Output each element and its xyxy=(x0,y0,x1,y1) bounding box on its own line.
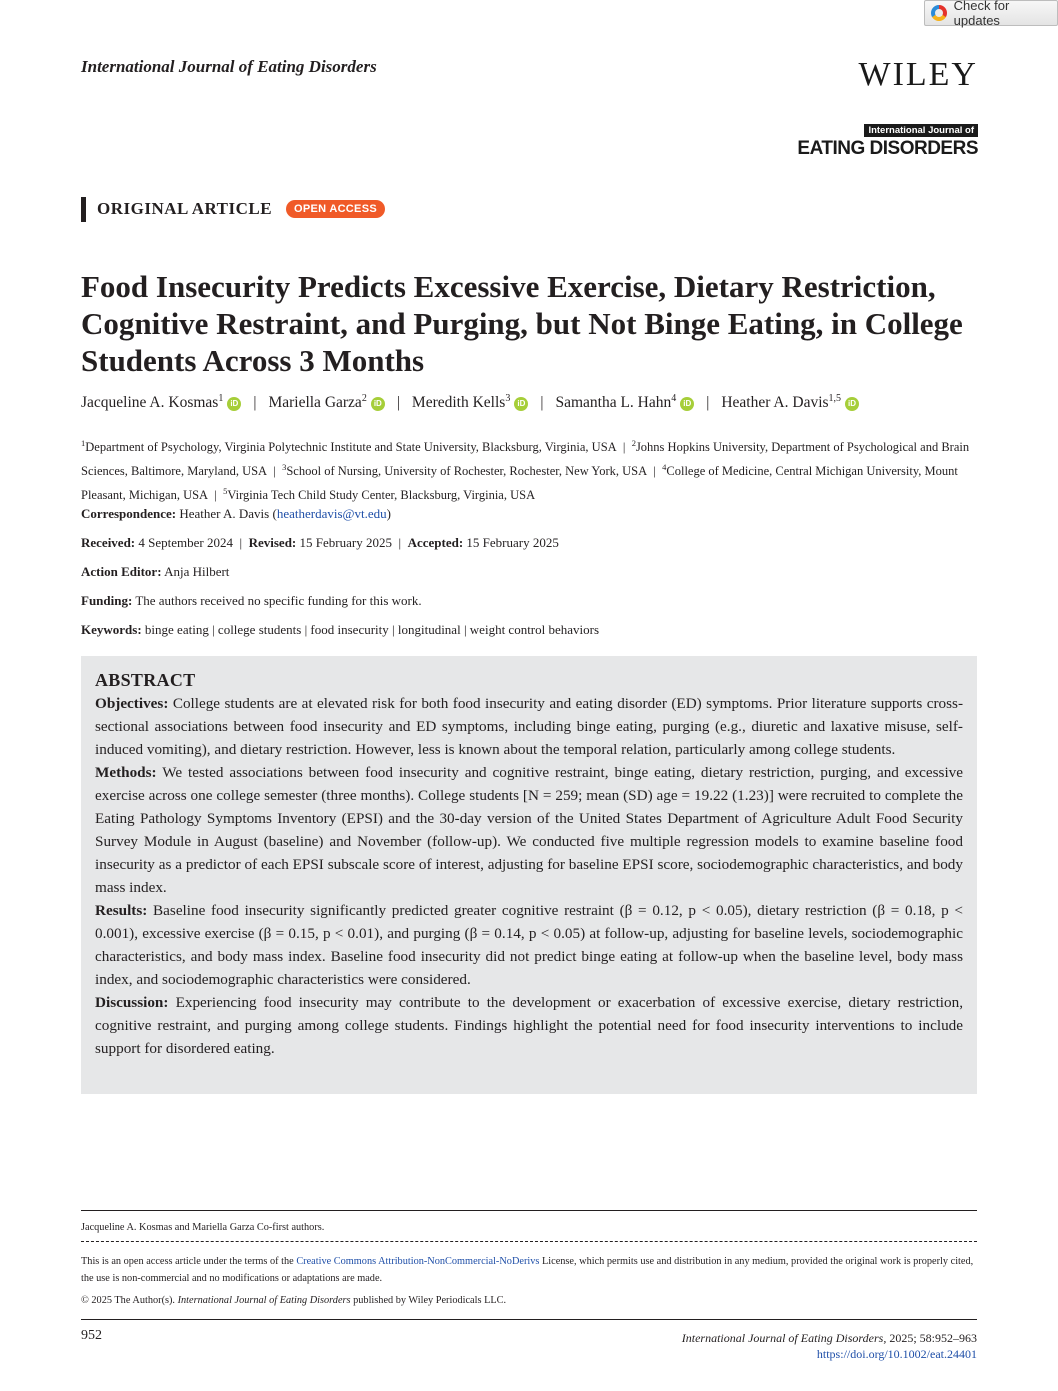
orcid-icon[interactable]: iD xyxy=(680,397,694,411)
orcid-icon[interactable]: iD xyxy=(227,397,241,411)
orcid-icon[interactable]: iD xyxy=(514,397,528,411)
copyright-journal: International Journal of Eating Disorders xyxy=(177,1295,351,1306)
editor-name: Anja Hilbert xyxy=(164,564,230,579)
received-date: 4 September 2024 xyxy=(138,535,233,550)
author-affil-sup: 3 xyxy=(505,393,511,404)
action-editor xyxy=(81,564,229,580)
objectives-label: Objectives: xyxy=(95,695,169,712)
publisher-logo: WILEY xyxy=(858,56,978,93)
author-separator: | xyxy=(706,394,710,412)
author-name[interactable]: Samantha L. Hahn xyxy=(555,394,672,412)
objectives-text: College students are at elevated risk for both food insecurity and eating disorder (ED) symptoms. Prior literature supports cross-sectional associations between food insecurity and ED symptoms, including binge eating, purging (e.g., diuretic and laxative misuse, self-induced vomiting), and dietary restriction. However, less is known about the temporal relation, particularly among college students. xyxy=(95,695,964,758)
author-affil-sup: 2 xyxy=(361,393,367,404)
affiliations: $^1$Department of Psychology, Virginia Polytechnic Institute and State University, Blacksburg, Virginia, USA | $^2$Johns Hopkins University, Department of Psychological and Brain Sciences, Baltimore, Maryland, USA | $^3$School of Nursing, University of Rochester, Rochester, New York, USA | $^4$College of Medicine, Central Michigan University, Mount Pleasant, Michigan, USA | $^5$Virginia Tech Child Study Center, Blacksburg, Virginia, USA xyxy=(81,438,970,503)
affil-sup: 1 xyxy=(81,438,86,448)
orcid-icon[interactable]: iD xyxy=(845,397,859,411)
methods-text: We tested associations between food insecurity and cognitive restraint, binge eating, dietary restriction, purging, and excessive exercise across one college semester (three months). College students [N = 259; mean (SD) age = 19.22 (1.23)] were recruited to complete the Eating Pathology Symptoms Inventory (EPSI) and the 30-day version of the United States Department of Agriculture Adult Food Security Survey Module in August (baseline) and November (follow-up). We conducted five multiple regression models to examine baseline food insecurity as a predictor of each EPSI subscale score of interest, adjusting for baseline EPSI score, sociodemographic characteristics, and body mass index. xyxy=(95,764,963,896)
cofirst-note: Jacqueline A. Kosmas and Mariella Garza Co-first authors. xyxy=(81,1222,325,1233)
funding-text: The authors received no specific funding for this work. xyxy=(135,593,422,608)
revised-date: 15 February 2025 xyxy=(299,535,392,550)
abstract-box xyxy=(81,656,977,1094)
author-separator: | xyxy=(396,394,400,412)
correspondence: Correspondence: Heather A. Davis (heatherdavis@vt.edu) xyxy=(81,506,391,521)
author-name[interactable]: Meredith Kells xyxy=(411,394,506,412)
crossmark-icon xyxy=(931,5,947,21)
page-rule xyxy=(81,1319,977,1320)
correspondence-email-link[interactable]: heatherdavis@vt.edu xyxy=(276,506,387,521)
open-access-badge: OPEN ACCESS xyxy=(286,200,385,218)
results-label: Results: xyxy=(95,902,148,919)
affil-text: School of Nursing, University of Rochester, Rochester, New York, USA xyxy=(286,464,648,479)
accepted-label: Accepted: xyxy=(407,535,464,550)
author-name[interactable]: Heather A. Davis xyxy=(721,394,829,412)
author-separator: | xyxy=(540,394,544,412)
journal-logo-small: International Journal of xyxy=(864,124,978,137)
affil-sup: 3 xyxy=(282,462,287,473)
doi-link[interactable]: https://doi.org/10.1002/eat.24401 xyxy=(816,1347,977,1361)
revised-label: Revised: xyxy=(248,535,297,550)
page-number: 952 xyxy=(81,1328,102,1343)
correspondence-name: Heather A. Davis xyxy=(179,506,270,521)
results-text: Baseline food insecurity significantly predicted greater cognitive restraint (β = 0.12, p < 0.05), dietary restriction (β = 0.18, p < 0.001), excessive exercise (β = 0.15, p < 0.01), and purging (β = 0.14, p < 0.05) at follow-up, adjusting for baseline levels, sociodemographic characteristics, and body mass index. Baseline food insecurity did not predict binge eating at follow-up when the baseline level, body mass index, and sociodemographic characteristics were considered. xyxy=(95,902,963,988)
affil-sup: 5 xyxy=(223,486,228,497)
orcid-icon[interactable]: iD xyxy=(371,397,385,411)
license-rule xyxy=(81,1241,977,1242)
copyright-pre: © 2025 The Author(s). xyxy=(81,1295,178,1306)
abstract-results xyxy=(95,899,963,991)
footnote-rule xyxy=(81,1210,977,1211)
article-title: Food Insecurity Predicts Excessive Exercise, Dietary Restriction, Cognitive Restraint, and Purging, but Not Binge Eating, in College Students Across 3 Months xyxy=(81,269,963,378)
affil-text: Johns Hopkins University, Department of Psychological and Brain Sciences, Baltimore, Maryland, USA xyxy=(81,440,970,479)
abstract-objectives xyxy=(95,692,963,761)
keywords-text: binge eating | college students | food insecurity | longitudinal | weight control behaviors xyxy=(144,622,600,637)
license-pre: This is an open access article under the terms of the xyxy=(81,1256,297,1267)
methods-label: Methods: xyxy=(95,764,157,781)
affil-text: Department of Psychology, Virginia Polytechnic Institute and State University, Blacksburg, Virginia, USA xyxy=(85,440,617,455)
author-separator: | xyxy=(253,394,257,412)
license-post: License, which permits use and distribution in any medium, provided the original work is properly cited, the use is non-commercial and no modifications or adaptations are made. xyxy=(81,1256,974,1284)
discussion-label: Discussion: xyxy=(95,994,169,1011)
affil-sup: 4 xyxy=(662,462,667,473)
author-name[interactable]: Mariella Garza xyxy=(268,394,362,412)
funding-label: Funding: xyxy=(81,593,133,608)
author-affil-sup: 1 xyxy=(218,393,224,404)
journal-logo-big: EATING DISORDERS xyxy=(797,138,978,159)
affil-text: Virginia Tech Child Study Center, Blacksburg, Virginia, USA xyxy=(227,488,536,503)
keywords xyxy=(81,622,599,638)
check-for-updates-label: Check for updates xyxy=(953,0,1010,28)
correspondence-label: Correspondence: xyxy=(81,506,177,521)
article-type-bar xyxy=(81,197,86,222)
copyright-post: published by Wiley Periodicals LLC. xyxy=(350,1295,507,1306)
citation-journal: International Journal of Eating Disorders, xyxy=(681,1331,887,1345)
dates: Received: 4 September 2024 | Revised: 15 February 2025 | Accepted: 15 February 2025 xyxy=(81,535,559,550)
author-name[interactable]: Jacqueline A. Kosmas xyxy=(81,394,219,412)
citation-volume: 2025; 58:952–963 xyxy=(886,1331,977,1345)
license-link[interactable]: Creative Commons Attribution-NonCommercial-NoDerivs xyxy=(296,1256,540,1267)
funding xyxy=(81,593,422,609)
editor-label: Action Editor: xyxy=(81,564,162,579)
citation xyxy=(682,1330,977,1362)
keywords-label: Keywords: xyxy=(81,622,142,637)
license-note xyxy=(81,1253,977,1287)
abstract-heading: ABSTRACT xyxy=(95,670,196,690)
article-type: ORIGINAL ARTICLE xyxy=(97,199,273,218)
abstract-methods xyxy=(95,761,963,899)
affil-text: College of Medicine, Central Michigan University, Mount Pleasant, Michigan, USA xyxy=(81,464,958,503)
discussion-text: Experiencing food insecurity may contribute to the development or exacerbation of excessive exercise, dietary restriction, cognitive restraint, and purging among college students. Findings highlight the potential need for food insecurity interventions to include support for disordered eating. xyxy=(95,994,963,1057)
author-affil-sup: 1,5 xyxy=(828,393,842,404)
journal-logo xyxy=(797,120,978,159)
check-for-updates-button[interactable] xyxy=(924,0,1058,26)
author-affil-sup: 4 xyxy=(671,393,677,404)
citation-line xyxy=(682,1330,977,1346)
author-list xyxy=(81,393,859,412)
accepted-date: 15 February 2025 xyxy=(466,535,559,550)
affil-sup: 2 xyxy=(631,438,636,448)
received-label: Received: xyxy=(81,535,136,550)
journal-name: International Journal of Eating Disorders xyxy=(81,57,377,76)
copyright-note xyxy=(81,1292,977,1309)
abstract-discussion xyxy=(95,991,963,1060)
